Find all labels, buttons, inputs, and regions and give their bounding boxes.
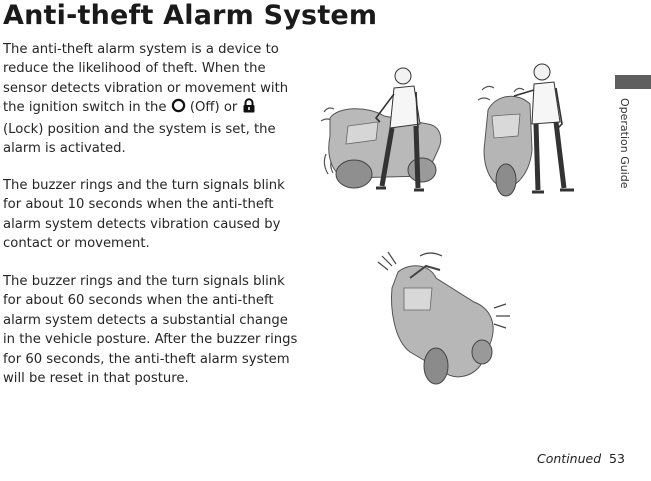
intro-text-start: The anti-theft alarm system is a device to reduce the likelihood of theft. When the sensor detects vibration or movement with the ignition switch in the <box>3 42 289 116</box>
intro-text-lock: (Lock) position and the system is set, the alarm is activated. <box>3 121 276 157</box>
page-title: Anti-theft Alarm System <box>3 0 378 31</box>
page-number: 53 <box>609 451 625 466</box>
section-tab-marker <box>615 75 651 89</box>
posture-paragraph: The buzzer rings and the turn signals blink for about 60 seconds when the anti-theft alarm system detects a substantial change in the vehicle posture. After the buzzer rings for 60 seconds, the anti-theft alarm system will be reset in that posture. <box>3 274 298 387</box>
off-circle-icon <box>171 98 186 119</box>
touch-vibration-illustration <box>318 66 458 198</box>
push-movement-illustration <box>470 60 610 200</box>
posture-change-illustration <box>370 248 530 390</box>
intro-paragraph <box>3 40 299 158</box>
section-tab-label: Operation Guide <box>618 98 631 189</box>
vibration-paragraph: The buzzer rings and the turn signals blink for about 10 seconds when the anti-theft alarm system detects vibration caused by contact or movement. <box>3 178 285 252</box>
intro-text-off: (Off) or <box>189 100 242 116</box>
padlock-icon <box>242 98 256 119</box>
continued-label: Continued <box>537 451 602 466</box>
